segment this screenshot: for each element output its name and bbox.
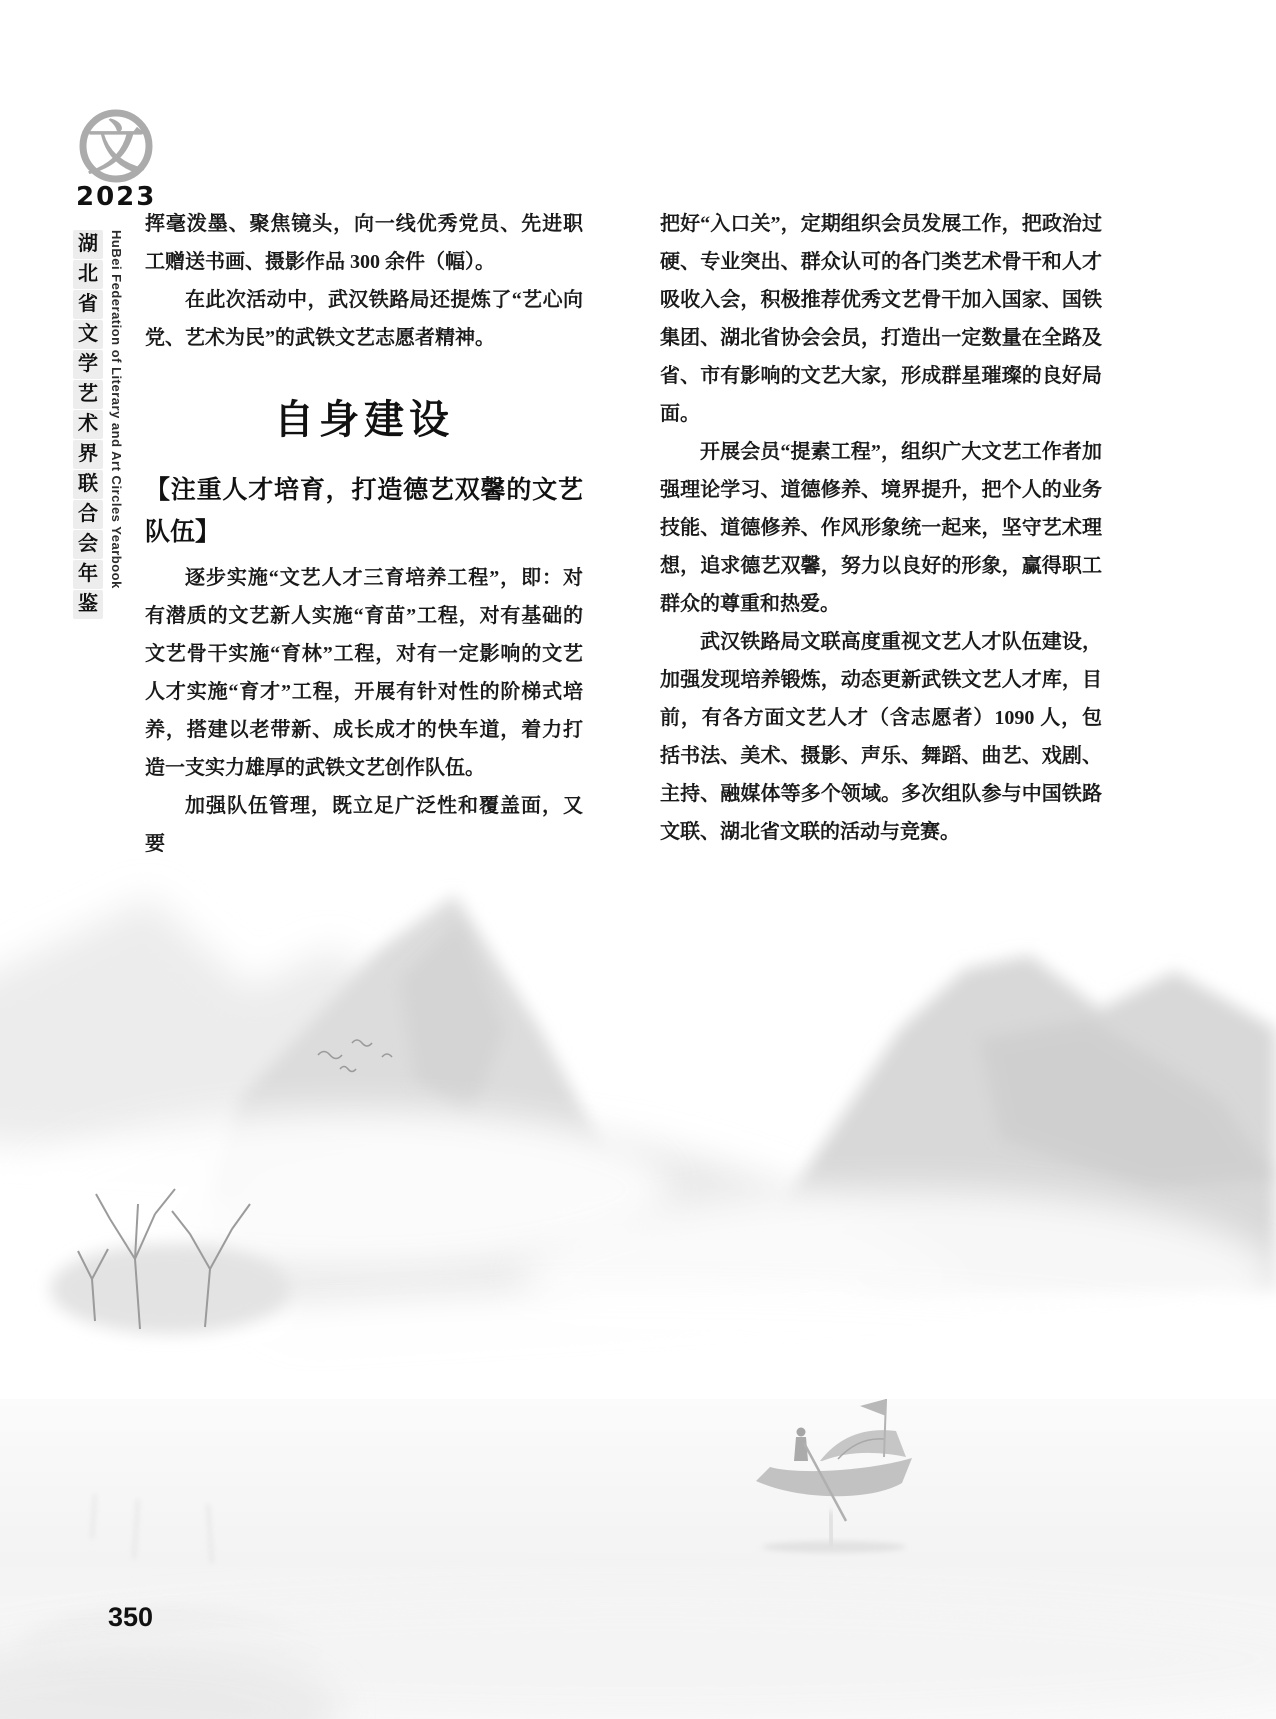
sidebar-title-char: 年 [73,560,103,589]
year-label: 2023 [76,182,157,212]
paragraph: 把好“入口关”，定期组织会员发展工作，把政治过硬、专业突出、群众认可的各门类艺术骨干和人才吸收入会，积极推荐优秀文艺骨干加入国家、国铁集团、湖北省协会会员，打造出一定数量在全路及省、市有影响的文艺大家，形成群星璀璨的良好局面。 [660,213,1102,425]
sidebar-title-char: 学 [73,350,103,379]
entry-title: 【注重人才培育，打造德艺双馨的文艺队伍】 [145,476,583,546]
bottom-mist [0,1599,1276,1719]
sidebar-title-en: HuBei Federation of Literary and Art Circles Yearbook [109,230,124,589]
page-number: 350 [108,1602,154,1632]
sidebar-title-char: 湖 [73,230,103,259]
sidebar-title-char: 鉴 [73,590,103,619]
section-title: 自身建设 [274,398,454,442]
sidebar-title-char: 会 [73,530,103,559]
mountains [0,895,1276,1429]
paragraph: 挥毫泼墨、聚焦镜头，向一线优秀党员、先进职工赠送书画、摄影作品 300 余件（幅）。 [145,213,583,273]
sidebar-title [73,230,124,630]
sidebar-title-char: 界 [73,440,103,469]
left-paragraphs-bottom [145,559,583,863]
sidebar-title-char: 术 [73,410,103,439]
right-paragraphs [660,205,1102,851]
sidebar-title-cn [73,230,103,630]
right-column [660,205,1102,851]
sidebar-title-char: 北 [73,260,103,289]
left-paragraphs-top [145,205,583,357]
paragraph: 逐步实施“文艺人才三育培养工程”，即：对有潜质的文艺新人实施“育苗”工程，对有基础的文艺骨干实施“育林”工程，对有一定影响的文艺人才实施“育才”工程，开展有针对性的阶梯式培养，搭建以老带新、成长成才的快车道，着力打造一支实力雄厚的武铁文艺创作队伍。 [145,567,583,779]
left-column [145,205,583,863]
sidebar-title-char: 联 [73,470,103,499]
federation-logo-icon [76,106,156,186]
paragraph: 在此次活动中，武汉铁路局还提炼了“艺心向党、艺术为民”的武铁文艺志愿者精神。 [145,289,583,349]
paragraph: 加强队伍管理，既立足广泛性和覆盖面，又要 [145,795,583,855]
paragraph: 开展会员“提素工程”，组织广大文艺工作者加强理论学习、道德修养、境界提升，把个人的业务技能、道德修养、作风形象统一起来，坚守艺术理想，追求德艺双馨，努力以良好的形象，赢得职工群众的尊重和热爱。 [660,441,1102,615]
ink-landscape [0,859,1276,1719]
svg-text:文: 文 [86,116,146,181]
sidebar-title-char: 合 [73,500,103,529]
sidebar-title-char: 省 [73,290,103,319]
paragraph: 武汉铁路局文联高度重视文艺人才队伍建设，加强发现培养锻炼，动态更新武铁文艺人才库，目前，有各方面文艺人才（含志愿者）1090 人，包括书法、美术、摄影、声乐、舞蹈、曲艺、戏剧、主持、融媒体等多个领域。多次组队参与中国铁路文联、湖北省文联的活动与竞赛。 [660,631,1102,843]
sidebar-title-char: 艺 [73,380,103,409]
sidebar-title-char: 文 [73,320,103,349]
